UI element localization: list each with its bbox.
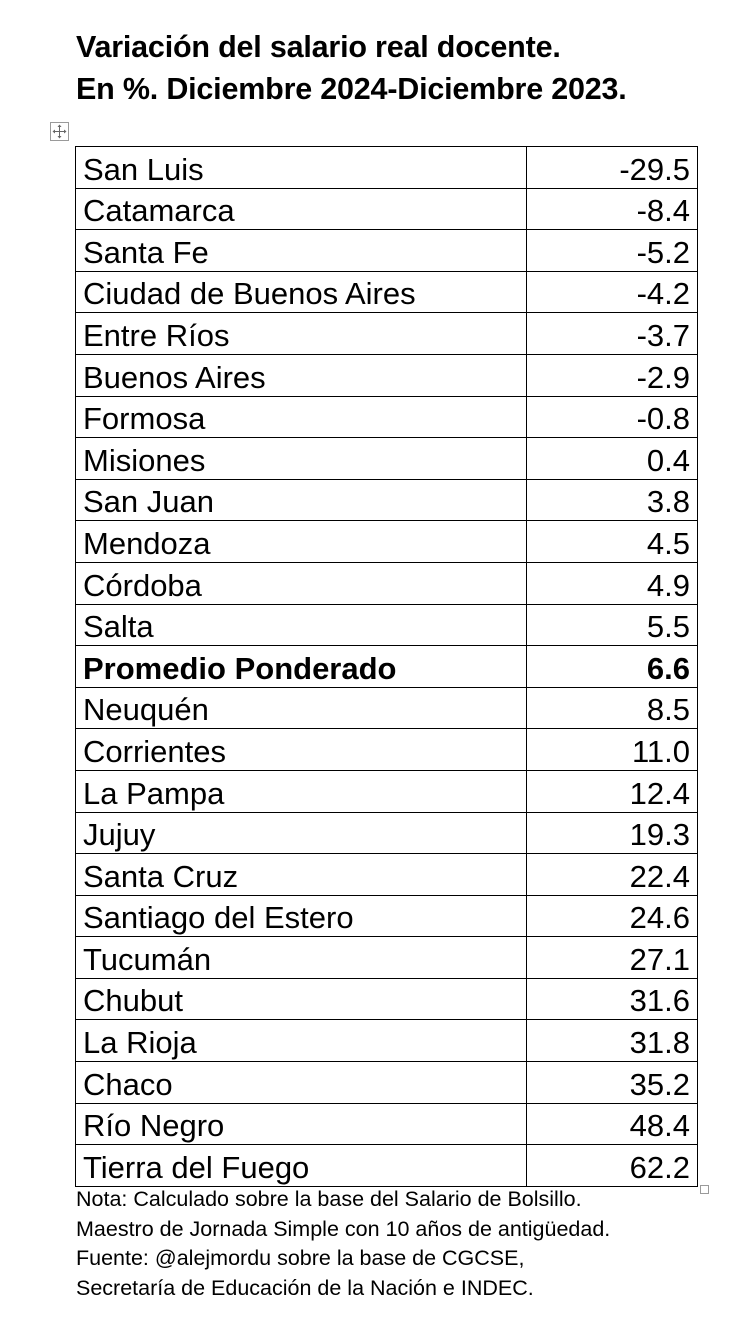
variation-value-cell: -29.5	[527, 147, 698, 189]
variation-value-cell: 12.4	[527, 770, 698, 812]
province-name-cell: Corrientes	[76, 729, 527, 771]
province-name-cell: Catamarca	[76, 188, 527, 230]
province-name-cell: Buenos Aires	[76, 354, 527, 396]
table-row	[76, 521, 698, 563]
table-row	[76, 313, 698, 355]
table-row	[76, 1020, 698, 1062]
province-name-cell: Chaco	[76, 1062, 527, 1104]
table-row	[76, 687, 698, 729]
source-line-2: Secretaría de Educación de la Nación e INDEC.	[76, 1275, 534, 1300]
footnote	[76, 1185, 610, 1303]
province-name-cell: Santiago del Estero	[76, 895, 527, 937]
table-row	[76, 1145, 698, 1187]
province-name-cell: Mendoza	[76, 521, 527, 563]
document-title	[76, 26, 627, 110]
variation-value-cell: -5.2	[527, 230, 698, 272]
province-name-cell: Tucumán	[76, 937, 527, 979]
variation-value-cell: 48.4	[527, 1103, 698, 1145]
variation-value-cell: -8.4	[527, 188, 698, 230]
variation-value-cell: -2.9	[527, 354, 698, 396]
table-row	[76, 812, 698, 854]
variation-value-cell: -3.7	[527, 313, 698, 355]
province-name-cell: Salta	[76, 604, 527, 646]
table-row	[76, 1062, 698, 1104]
province-name-cell: Entre Ríos	[76, 313, 527, 355]
table-row	[76, 438, 698, 480]
table-row	[76, 854, 698, 896]
table-move-handle[interactable]	[50, 122, 69, 141]
table-row	[76, 646, 698, 688]
table-row	[76, 271, 698, 313]
table-row	[76, 479, 698, 521]
note-line-1: Nota: Calculado sobre la base del Salario de Bolsillo.	[76, 1187, 582, 1211]
variation-value-cell: 5.5	[527, 604, 698, 646]
province-name-cell: La Pampa	[76, 770, 527, 812]
variation-value-cell: 3.8	[527, 479, 698, 521]
table-row	[76, 562, 698, 604]
province-name-cell: Córdoba	[76, 562, 527, 604]
variation-value-cell: 31.6	[527, 978, 698, 1020]
table-resize-handle[interactable]	[700, 1185, 709, 1194]
variation-value-cell: 19.3	[527, 812, 698, 854]
province-name-cell: Río Negro	[76, 1103, 527, 1145]
province-name-cell: Promedio Ponderado	[76, 646, 527, 688]
table-row	[76, 147, 698, 189]
province-name-cell: Misiones	[76, 438, 527, 480]
table-row	[76, 978, 698, 1020]
title-line-1: Variación del salario real docente.	[76, 30, 561, 64]
move-arrows-icon	[51, 123, 68, 140]
table-row	[76, 895, 698, 937]
table-row	[76, 729, 698, 771]
variation-value-cell: 62.2	[527, 1145, 698, 1187]
province-name-cell: Santa Cruz	[76, 854, 527, 896]
variation-value-cell: 22.4	[527, 854, 698, 896]
variation-value-cell: 35.2	[527, 1062, 698, 1104]
variation-value-cell: 4.5	[527, 521, 698, 563]
province-name-cell: Jujuy	[76, 812, 527, 854]
variation-value-cell: 4.9	[527, 562, 698, 604]
province-name-cell: Chubut	[76, 978, 527, 1020]
variation-value-cell: 6.6	[527, 646, 698, 688]
province-name-cell: Tierra del Fuego	[76, 1145, 527, 1187]
table-body	[76, 147, 698, 1187]
variation-value-cell: 24.6	[527, 895, 698, 937]
province-name-cell: Formosa	[76, 396, 527, 438]
province-name-cell: San Luis	[76, 147, 527, 189]
province-name-cell: Santa Fe	[76, 230, 527, 272]
table-row	[76, 396, 698, 438]
title-line-2: En %. Diciembre 2024-Diciembre 2023.	[76, 72, 627, 106]
province-name-cell: Neuquén	[76, 687, 527, 729]
province-name-cell: La Rioja	[76, 1020, 527, 1062]
table-row	[76, 230, 698, 272]
variation-value-cell: 11.0	[527, 729, 698, 771]
salary-variation-table	[75, 146, 698, 1187]
variation-value-cell: 8.5	[527, 687, 698, 729]
variation-value-cell: -0.8	[527, 396, 698, 438]
note-line-2: Maestro de Jornada Simple con 10 años de antigüedad.	[76, 1216, 611, 1241]
variation-value-cell: 0.4	[527, 438, 698, 480]
variation-value-cell: -4.2	[527, 271, 698, 313]
province-name-cell: San Juan	[76, 479, 527, 521]
table-row	[76, 770, 698, 812]
variation-value-cell: 31.8	[527, 1020, 698, 1062]
table-row	[76, 1103, 698, 1145]
source-line-1: Fuente: @alejmordu sobre la base de CGCSE,	[76, 1246, 525, 1270]
table-row	[76, 937, 698, 979]
table-row	[76, 354, 698, 396]
province-name-cell: Ciudad de Buenos Aires	[76, 271, 527, 313]
variation-value-cell: 27.1	[527, 937, 698, 979]
table-row	[76, 604, 698, 646]
table-row	[76, 188, 698, 230]
